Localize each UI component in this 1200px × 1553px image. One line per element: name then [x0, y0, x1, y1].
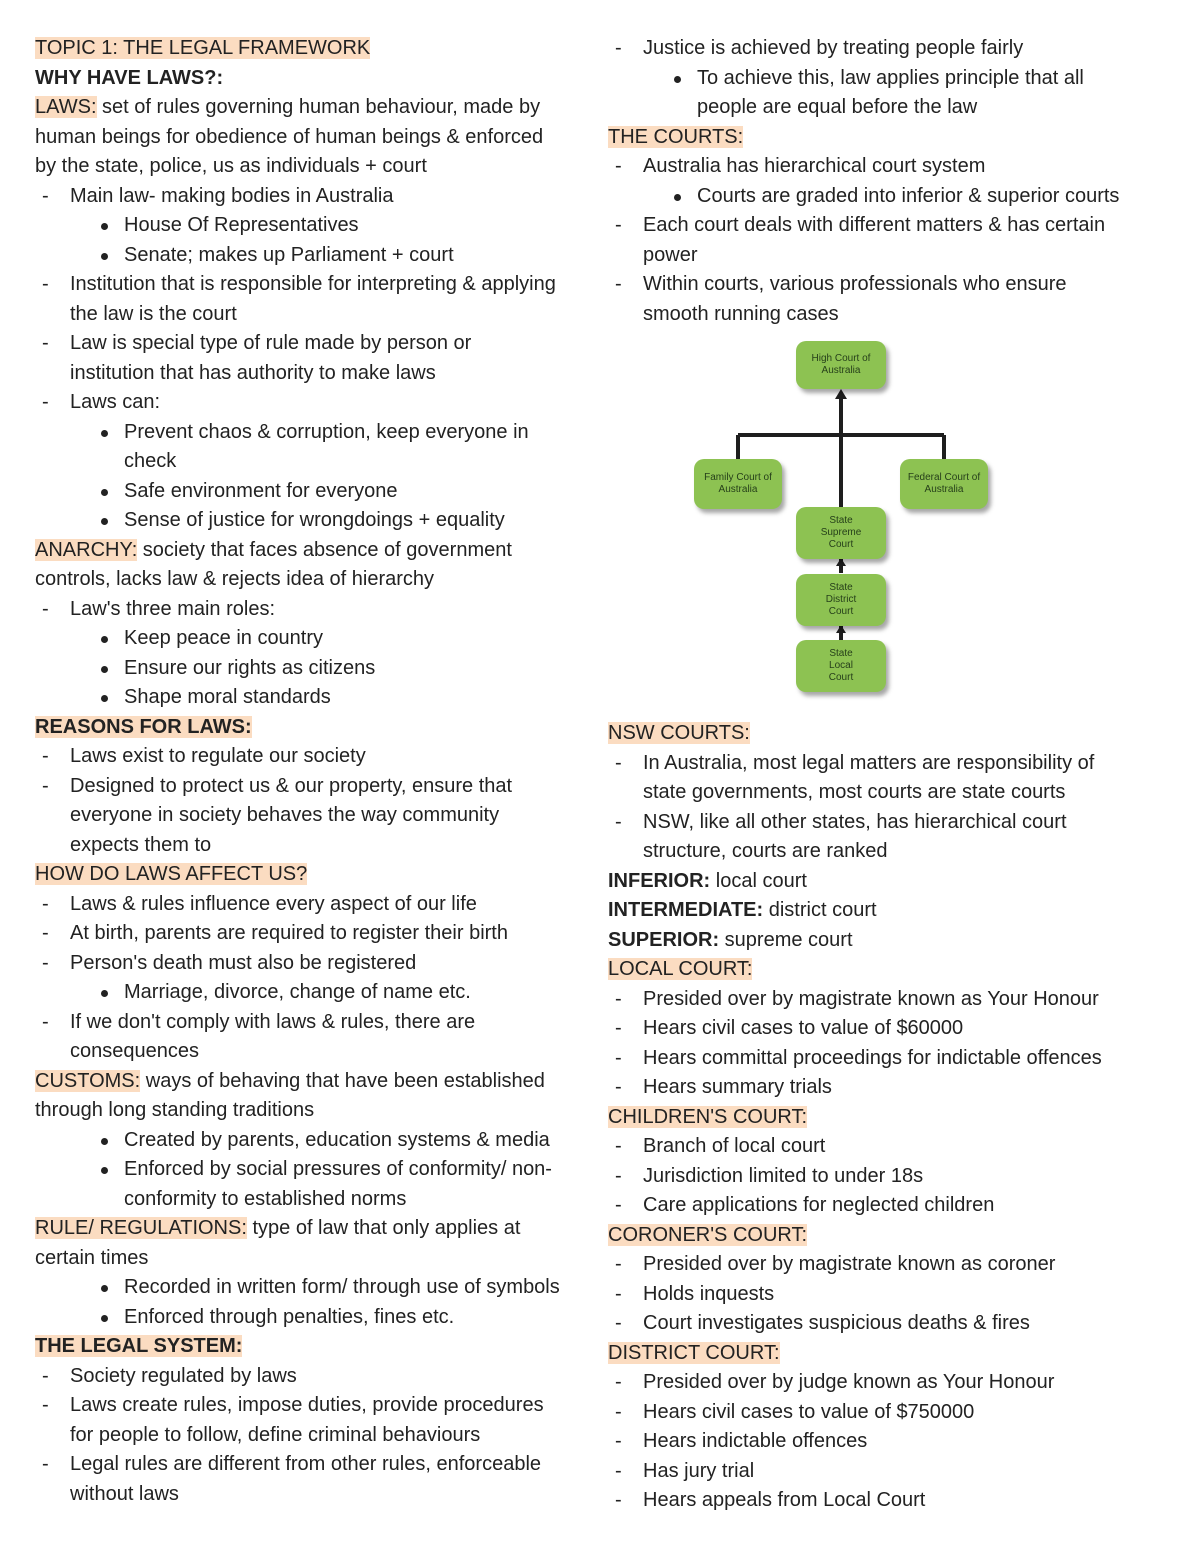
- line-text: Laws & rules influence every aspect of our life: [70, 892, 477, 915]
- dash-item: [608, 1073, 1168, 1103]
- court-level-line: [608, 867, 1168, 897]
- dash-item-continued: [35, 1421, 605, 1451]
- line-text: type of law that only applies at: [246, 1217, 521, 1239]
- node-family-court: Family Court of Australia: [694, 459, 782, 509]
- line-text: Courts are graded into inferior & superior courts: [697, 184, 1120, 207]
- line-text: Hears civil cases to value of $750000: [643, 1400, 975, 1423]
- dash-item: [35, 1391, 605, 1421]
- dash-item: [608, 1398, 1168, 1428]
- line-text: smooth running cases: [643, 302, 839, 325]
- bullet-item: [35, 477, 605, 507]
- dash-item: [608, 270, 1168, 300]
- dash-item: [608, 1368, 1168, 1398]
- line-text: Each court deals with different matters & has certain: [643, 214, 1106, 236]
- line-text: Holds inquests: [643, 1282, 775, 1305]
- line-text: Main law- making bodies in Australia: [70, 184, 394, 207]
- node-high-court: High Court of Australia: [796, 341, 886, 389]
- dash-item: [608, 1250, 1168, 1280]
- line-text: Enforced through penalties, fines etc.: [124, 1305, 455, 1328]
- highlighted-term: TOPIC 1: THE LEGAL FRAMEWORK: [35, 37, 371, 59]
- node-state-district-court: State District Court: [796, 574, 886, 626]
- definition-line: [35, 536, 605, 566]
- dash-item: [35, 1362, 605, 1392]
- definition-line: [35, 93, 605, 123]
- left-column: [35, 34, 605, 1509]
- highlighted-heading: THE LEGAL SYSTEM:: [35, 1335, 243, 1357]
- section-heading: [35, 34, 605, 64]
- line-text: Within courts, various professionals who ensure: [643, 273, 1067, 295]
- highlighted-heading: REASONS FOR LAWS:: [35, 715, 252, 738]
- dash-item: [608, 1486, 1168, 1516]
- bullet-item: [35, 418, 605, 448]
- line-text: Created by parents, education systems & media: [124, 1128, 550, 1151]
- definition-line: [35, 1214, 605, 1244]
- line-text: To achieve this, law applies principle that all: [697, 66, 1084, 89]
- dash-item-continued: [608, 778, 1168, 808]
- line-text: Senate; makes up Parliament + court: [124, 243, 454, 266]
- section-heading-bold: [35, 64, 605, 94]
- dash-item: [608, 34, 1168, 64]
- line-text: Designed to protect us & our property, ensure that: [70, 774, 513, 797]
- line-text: check: [124, 450, 177, 472]
- highlighted-term: CUSTOMS:: [35, 1069, 141, 1092]
- section-heading: [608, 1103, 1168, 1133]
- line-text: by the state, police, us as individuals + court: [35, 155, 427, 177]
- line-text: controls, lacks law & rejects idea of hierarchy: [35, 568, 435, 590]
- definition-line: [35, 1067, 605, 1097]
- dash-item: [608, 1132, 1168, 1162]
- bullet-item: [35, 506, 605, 536]
- dash-item-continued: [35, 300, 605, 330]
- dash-item-continued: [608, 837, 1168, 867]
- dash-item: [608, 1280, 1168, 1310]
- dash-item: [608, 1427, 1168, 1457]
- line-text: Prevent chaos & corruption, keep everyone in: [124, 420, 529, 443]
- bullet-item: [35, 1303, 605, 1333]
- highlighted-term: NSW COURTS:: [608, 722, 750, 744]
- line-text: people are equal before the law: [697, 96, 978, 118]
- arrow-to-high: [835, 389, 847, 399]
- highlighted-term: LOCAL COURT:: [608, 958, 753, 980]
- line-text: society that faces absence of government: [137, 538, 512, 561]
- section-heading-bold: [35, 1332, 605, 1362]
- line-text: structure, courts are ranked: [643, 840, 888, 862]
- text-line: [35, 1244, 605, 1274]
- dash-item: [608, 1044, 1168, 1074]
- dash-item-continued: [35, 1480, 605, 1510]
- line-text: power: [643, 243, 698, 266]
- line-text: Laws create rules, impose duties, provide procedures: [70, 1394, 544, 1416]
- dash-item: [35, 388, 605, 418]
- line-text: district court: [763, 899, 877, 921]
- line-text: Hears summary trials: [643, 1076, 832, 1098]
- arrow-to-district: [836, 625, 846, 633]
- dash-item: [608, 211, 1168, 241]
- line-text: Presided over by judge known as Your Honour: [643, 1371, 1055, 1393]
- bullet-item-continued: [35, 1185, 605, 1215]
- line-text: Hears appeals from Local Court: [643, 1489, 926, 1511]
- dash-item: [608, 1309, 1168, 1339]
- line-text: through long standing traditions: [35, 1099, 315, 1121]
- line-text: If we don't comply with laws & rules, there are: [70, 1010, 476, 1033]
- line-text: Laws can:: [70, 391, 161, 413]
- line-text: Branch of local court: [643, 1135, 826, 1157]
- line-text: Justice is achieved by treating people fairly: [643, 37, 1024, 59]
- dash-item: [35, 182, 605, 212]
- bullet-item: [35, 1273, 605, 1303]
- section-heading: [608, 955, 1168, 985]
- line-text: for people to follow, define criminal behaviours: [70, 1423, 481, 1446]
- line-text: conformity to established norms: [124, 1187, 407, 1210]
- line-text: supreme court: [719, 928, 853, 951]
- arrow-to-supreme: [836, 558, 846, 566]
- dash-item: [35, 1450, 605, 1480]
- bullet-item: [35, 683, 605, 713]
- court-level-line: [608, 896, 1168, 926]
- line-text: Law is special type of rule made by person or: [70, 332, 472, 354]
- highlighted-term: LAWS:: [35, 96, 97, 118]
- highlighted-term: THE COURTS:: [608, 125, 744, 148]
- dash-item: [35, 919, 605, 949]
- line-text: In Australia, most legal matters are responsibility of: [643, 751, 1095, 774]
- line-text: Law's three main roles:: [70, 597, 276, 620]
- dash-item-continued: [35, 831, 605, 861]
- text-line: [35, 565, 605, 595]
- line-text: Hears indictable offences: [643, 1430, 868, 1452]
- bullet-item: [35, 624, 605, 654]
- line-text: Person's death must also be registered: [70, 951, 417, 974]
- line-text: Marriage, divorce, change of name etc.: [124, 981, 471, 1003]
- dash-item: [35, 1008, 605, 1038]
- right-column-bottom: [608, 719, 1168, 1516]
- section-heading: [608, 1339, 1168, 1369]
- highlighted-term: HOW DO LAWS AFFECT US?: [35, 863, 308, 885]
- bullet-item-continued: [35, 447, 605, 477]
- bullet-item: [608, 182, 1168, 212]
- dash-item-continued: [35, 801, 605, 831]
- section-heading: [608, 123, 1168, 153]
- dash-item: [35, 742, 605, 772]
- bullet-item: [35, 1155, 605, 1185]
- line-text: set of rules governing human behaviour, made by: [96, 96, 541, 118]
- dash-item: [608, 749, 1168, 779]
- court-level-label: INFERIOR:: [608, 869, 711, 892]
- line-text: certain times: [35, 1246, 149, 1269]
- court-level-label: SUPERIOR:: [608, 928, 720, 951]
- line-text: Safe environment for everyone: [124, 479, 398, 502]
- line-text: Society regulated by laws: [70, 1364, 297, 1387]
- bullet-item: [608, 64, 1168, 94]
- bullet-item: [35, 211, 605, 241]
- line-text: consequences: [70, 1040, 199, 1062]
- section-heading-bold: [35, 713, 605, 743]
- line-text: expects them to: [70, 833, 212, 856]
- line-text: state governments, most courts are state courts: [643, 781, 1066, 803]
- node-state-supreme-court: State Supreme Court: [796, 507, 886, 559]
- section-heading: [35, 860, 605, 890]
- line-text: Keep peace in country: [124, 627, 324, 649]
- dash-item: [35, 595, 605, 625]
- line-text: Presided over by magistrate known as Your Honour: [643, 987, 1099, 1010]
- section-heading: [608, 1221, 1168, 1251]
- dash-item-continued: [608, 300, 1168, 330]
- line-text: Recorded in written form/ through use of symbols: [124, 1276, 560, 1298]
- line-text: Presided over by magistrate known as coroner: [643, 1253, 1056, 1275]
- line-text: Hears committal proceedings for indictable offences: [643, 1046, 1102, 1069]
- text-line: [35, 123, 605, 153]
- line-text: Australia has hierarchical court system: [643, 155, 986, 177]
- dash-item: [608, 152, 1168, 182]
- bullet-item: [35, 654, 605, 684]
- line-text: Sense of justice for wrongdoings + equality: [124, 509, 505, 531]
- dash-item: [608, 1457, 1168, 1487]
- line-text: Enforced by social pressures of conformity/ non-: [124, 1158, 552, 1180]
- dash-item-continued: [35, 359, 605, 389]
- line-text: the law is the court: [70, 302, 237, 325]
- line-text: WHY HAVE LAWS?:: [35, 66, 224, 89]
- line-text: human beings for obedience of human beings & enforced: [35, 125, 544, 148]
- line-text: everyone in society behaves the way community: [70, 804, 500, 826]
- dash-item-continued: [35, 1037, 605, 1067]
- dash-item-continued: [608, 241, 1168, 271]
- court-level-line: [608, 926, 1168, 956]
- highlighted-term: ANARCHY:: [35, 538, 138, 561]
- dash-item: [35, 329, 605, 359]
- dash-item: [35, 772, 605, 802]
- dash-item: [608, 1191, 1168, 1221]
- dash-item: [35, 270, 605, 300]
- line-text: institution that has authority to make laws: [70, 361, 436, 384]
- court-hierarchy-diagram: [690, 337, 1000, 707]
- text-line: [35, 152, 605, 182]
- bullet-item: [35, 1126, 605, 1156]
- section-heading: [608, 719, 1168, 749]
- line-text: At birth, parents are required to register their birth: [70, 922, 508, 944]
- highlighted-term: CORONER'S COURT:: [608, 1223, 808, 1246]
- line-text: Ensure our rights as citizens: [124, 656, 376, 679]
- line-text: Institution that is responsible for interpreting & applying: [70, 273, 556, 295]
- dash-item: [608, 1162, 1168, 1192]
- line-text: Laws exist to regulate our society: [70, 745, 366, 767]
- text-line: [35, 1096, 605, 1126]
- right-column-top: [608, 34, 1168, 329]
- highlighted-term: RULE/ REGULATIONS:: [35, 1217, 247, 1239]
- line-text: Hears civil cases to value of $60000: [643, 1017, 964, 1039]
- line-text: Court investigates suspicious deaths & fires: [643, 1312, 1030, 1334]
- line-text: Legal rules are different from other rules, enforceable: [70, 1453, 542, 1475]
- highlighted-term: CHILDREN'S COURT:: [608, 1105, 808, 1128]
- line-text: Care applications for neglected children: [643, 1194, 995, 1216]
- node-state-local-court: State Local Court: [796, 640, 886, 692]
- line-text: Has jury trial: [643, 1459, 755, 1482]
- line-text: House Of Representatives: [124, 214, 359, 236]
- court-level-label: INTERMEDIATE:: [608, 899, 764, 921]
- dash-item: [608, 808, 1168, 838]
- dash-item: [35, 890, 605, 920]
- dash-item: [35, 949, 605, 979]
- line-text: NSW, like all other states, has hierarchical court: [643, 810, 1067, 833]
- bullet-item-continued: [608, 93, 1168, 123]
- line-text: Jurisdiction limited to under 18s: [643, 1164, 924, 1187]
- node-federal-court: Federal Court of Australia: [900, 459, 988, 509]
- line-text: local court: [710, 869, 807, 892]
- bullet-item: [35, 978, 605, 1008]
- line-text: Shape moral standards: [124, 686, 331, 708]
- line-text: without laws: [70, 1482, 179, 1505]
- bullet-item: [35, 241, 605, 271]
- dash-item: [608, 985, 1168, 1015]
- dash-item: [608, 1014, 1168, 1044]
- line-text: ways of behaving that have been established: [140, 1069, 545, 1092]
- highlighted-term: DISTRICT COURT:: [608, 1341, 780, 1364]
